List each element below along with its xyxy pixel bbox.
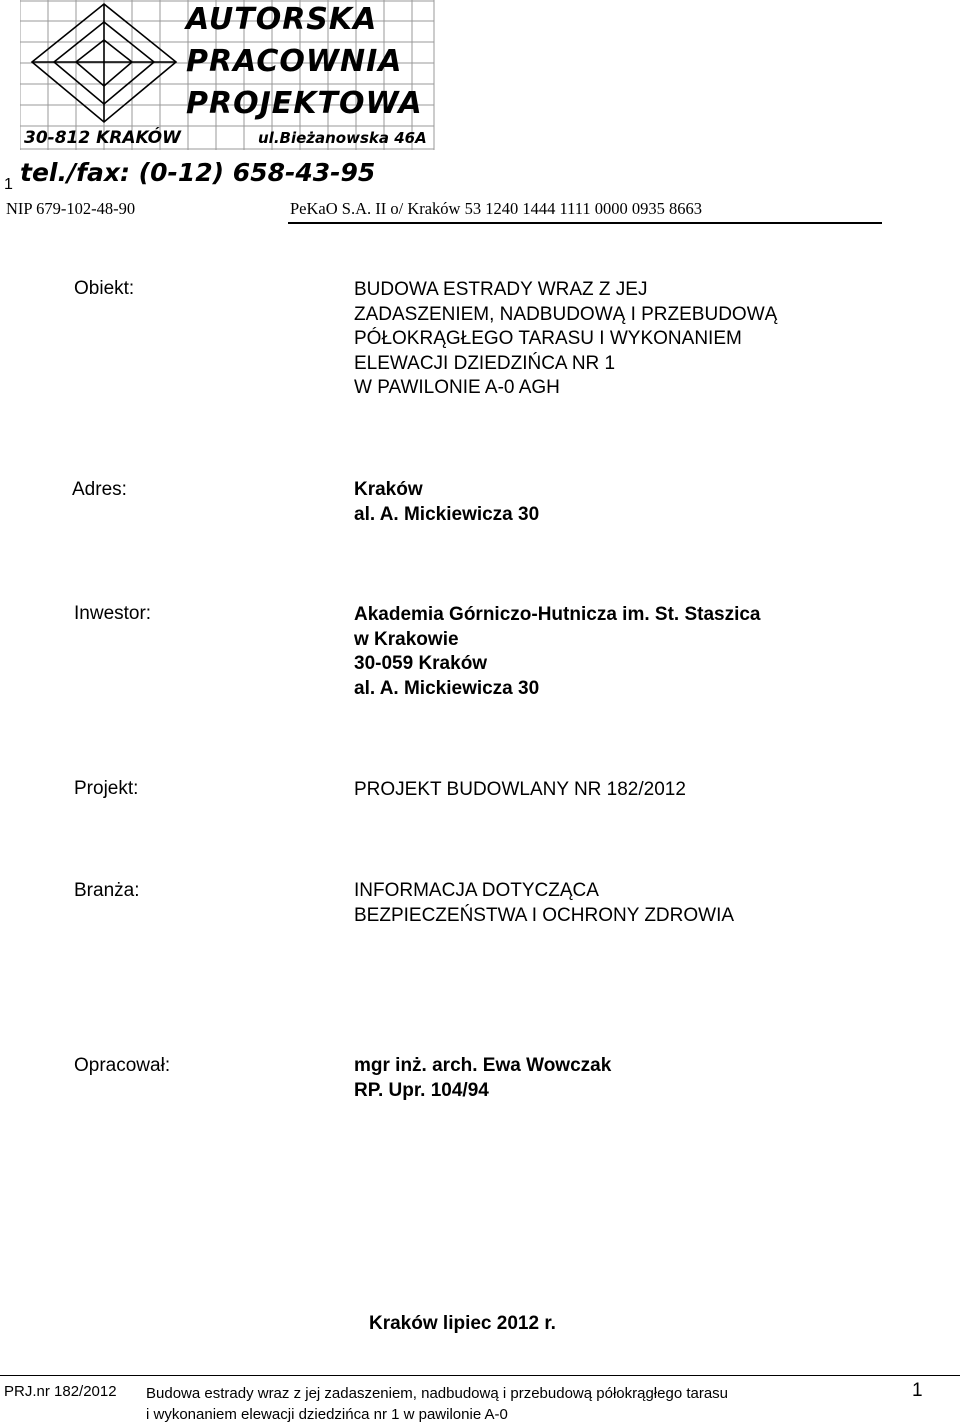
logo-text-line1: AUTORSKA (186, 2, 378, 37)
value-opracowal (354, 1054, 611, 1103)
opracowal-line: mgr inż. arch. Ewa Wowczak (354, 1055, 612, 1076)
label-opracowal: Opracował: (74, 1055, 171, 1076)
projekt-line: PROJEKT BUDOWLANY NR 182/2012 (354, 779, 686, 800)
footer-project-ref: PRJ.nr 182/2012 (4, 1383, 117, 1400)
branza-line: INFORMACJA DOTYCZĄCA (354, 880, 599, 901)
footer-divider (0, 1375, 960, 1376)
footer-desc-line: Budowa estrady wraz z jej zadaszeniem, nadbudową i przebudową półokrągłego tarasu (146, 1385, 729, 1402)
obiekt-line: W PAWILONIE A-0 AGH (354, 377, 560, 398)
label-obiekt: Obiekt: (74, 278, 135, 299)
footer-description (146, 1383, 728, 1423)
value-inwestor (354, 603, 761, 701)
inwestor-line: Akademia Górniczo-Hutnicza im. St. Staszica (354, 604, 761, 625)
document-date: Kraków lipiec 2012 r. (369, 1313, 556, 1334)
inwestor-line: 30-059 Kraków (354, 653, 488, 674)
value-projekt (354, 778, 686, 803)
bank-account: PeKaO S.A. II o/ Kraków 53 1240 1444 1111 0000 0935 8663 (290, 199, 703, 218)
header-divider (288, 222, 882, 224)
logo-street: ul.Bieżanowska 46A (258, 129, 427, 147)
footer-page-number: 1 (912, 1380, 923, 1401)
value-branza (354, 879, 734, 928)
logo-text-line3: PROJEKTOWA (186, 86, 423, 121)
value-obiekt (354, 278, 777, 401)
adres-line: al. A. Mickiewicza 30 (354, 503, 540, 525)
obiekt-line: ELEWACJI DZIEDZIŃCA NR 1 (354, 352, 616, 374)
branza-line: BEZPIECZEŃSTWA I OCHRONY ZDROWIA (354, 904, 735, 926)
label-adres: Adres: (72, 479, 127, 500)
opracowal-line: RP. Upr. 104/94 (354, 1079, 489, 1101)
label-inwestor: Inwestor: (74, 603, 152, 624)
logo-postal-city: 30-812 KRAKÓW (24, 128, 181, 148)
inwestor-line: w Krakowie (354, 628, 459, 650)
obiekt-line: PÓŁOKRĄGŁEGO TARASU I WYKONANIEM (354, 328, 742, 349)
label-branza: Branża: (74, 880, 140, 901)
value-adres (354, 478, 539, 527)
adres-line: Kraków (354, 479, 423, 500)
obiekt-line: BUDOWA ESTRADY WRAZ Z JEJ (354, 279, 648, 300)
label-projekt: Projekt: (74, 778, 139, 799)
logo-text-line2: PRACOWNIA (186, 44, 403, 79)
telephone-fax: tel./fax: (0-12) 658-43-95 (20, 158, 376, 187)
inwestor-line: al. A. Mickiewicza 30 (354, 677, 540, 699)
header-page-marker: 1 (4, 176, 13, 193)
footer-desc-line: i wykonaniem elewacji dziedzińca nr 1 w pawilonie A-0 (146, 1406, 508, 1423)
nip-number: NIP 679-102-48-90 (6, 199, 136, 218)
obiekt-line: ZADASZENIEM, NADBUDOWĄ I PRZEBUDOWĄ (354, 303, 778, 325)
